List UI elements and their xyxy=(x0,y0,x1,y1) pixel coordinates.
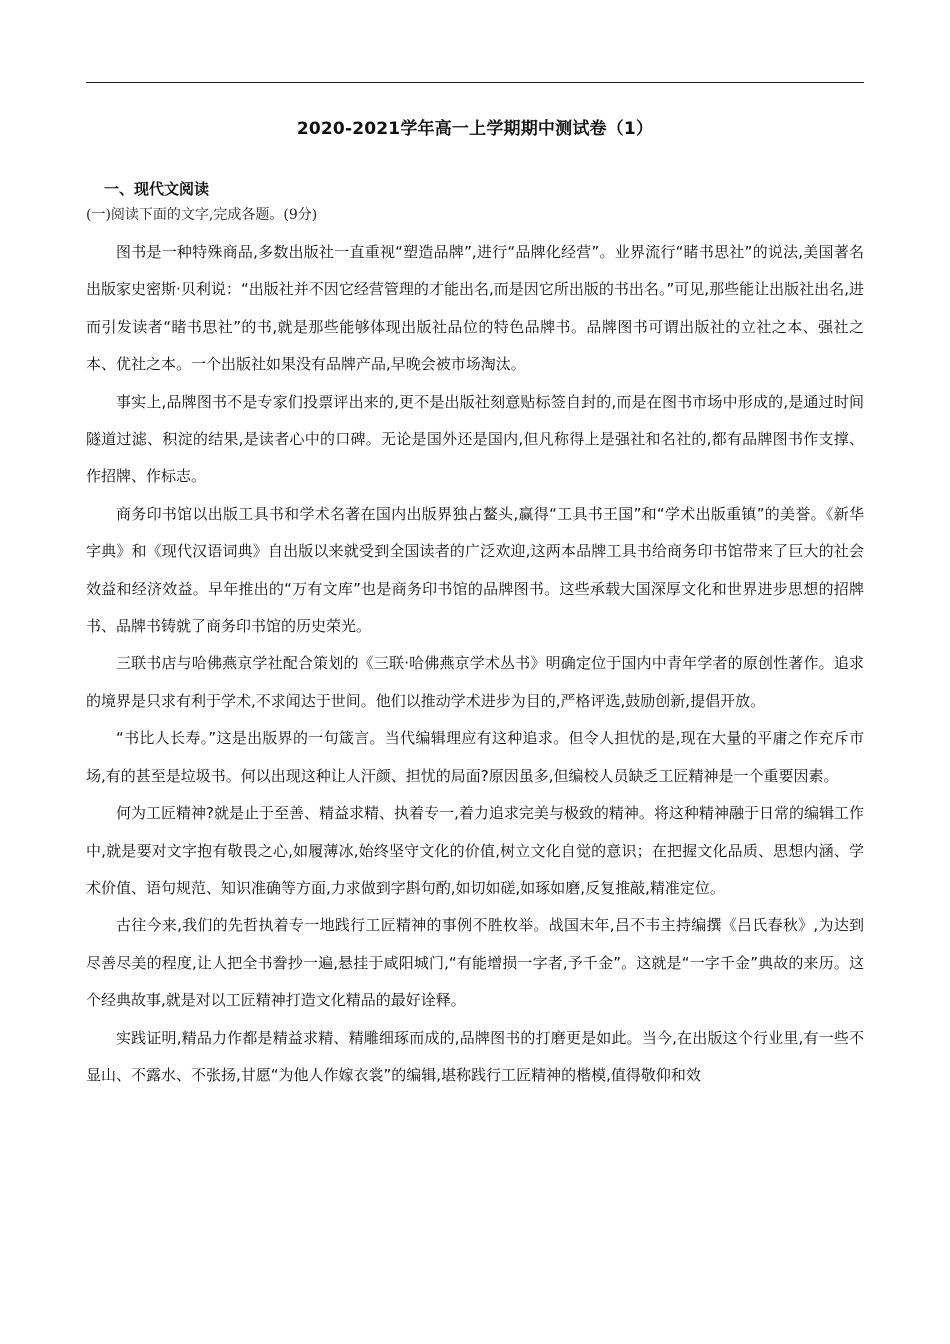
paragraph: 实践证明,精品力作都是精益求精、精雕细琢而成的,品牌图书的打磨更是如此。当今,在出版这个行业里,有一些不显山、不露水、不张扬,甘愿“为他人作嫁衣裳”的编辑,堪称践行工匠精神的楷模,值得敬仰和效 xyxy=(86,1028,864,1084)
paragraph: “书比人长寿。”这是出版界的一句箴言。当代编辑理应有这种追求。但令人担忧的是,现在大量的平庸之作充斥市场,有的甚至是垃圾书。何以出现这种让人汗颜、担忧的局面?原因虽多,但编校人员缺乏工匠精神是一个重要因素。 xyxy=(86,729,864,785)
header-rule xyxy=(86,82,864,83)
paragraph: 图书是一种特殊商品,多数出版社一直重视“塑造品牌”,进行“品牌化经营”。业界流行“睹书思社”的说法,美国著名出版家史密斯·贝利说：“出版社并不因它经营管理的才能出名,而是因它所出版的书出名。”可见,那些能让出版社出名,进而引发读者“睹书思社”的书,就是那些能够体现出版社品位的特色品牌书。品牌图书可谓出版社的立社之本、强社之本、优社之本。一个出版社如果没有品牌产品,早晚会被市场淘汰。 xyxy=(86,243,864,374)
paragraph: 三联书店与哈佛燕京学社配合策划的《三联·哈佛燕京学术丛书》明确定位于国内中青年学者的原创性著作。追求的境界是只求有利于学术,不求闻达于世间。他们以推动学术进步为目的,严格评选,鼓励创新,提倡开放。 xyxy=(86,654,864,710)
section-heading: 一、现代文阅读 xyxy=(104,180,210,198)
page-title: 2020-2021学年高一上学期期中测试卷（1） xyxy=(296,119,654,139)
paragraph: 古往今来,我们的先哲执着专一地践行工匠精神的事例不胜枚举。战国末年,吕不韦主持编撰《吕氏春秋》,为达到尽善尽美的程度,让人把全书誊抄一遍,悬挂于咸阳城门,“有能增损一字者,予千金”。这就是“一字千金”典故的来历。这个经典故事,就是对以工匠精神打造文化精品的最好诠释。 xyxy=(86,916,864,1010)
passage-body xyxy=(86,234,864,1094)
paragraph: 事实上,品牌图书不是专家们投票评出来的,更不是出版社刻意贴标签自封的,而是在图书市场中形成的,是通过时间隧道过滤、积淀的结果,是读者心中的口碑。无论是国外还是国内,但凡称得上是强社和名社的,都有品牌图书作支撑、作招牌、作标志。 xyxy=(86,392,864,486)
sub-heading: (一)阅读下面的文字,完成各题。(9分) xyxy=(86,207,318,223)
paragraph: 商务印书馆以出版工具书和学术名著在国内出版界独占鳌头,赢得“工具书王国”和“学术出版重镇”的美誉。《新华字典》和《现代汉语词典》自出版以来就受到全国读者的广泛欢迎,这两本品牌工具书给商务印书馆带来了巨大的社会效益和经济效益。早年推出的“万有文库”也是商务印书馆的品牌图书。这些承载大国深厚文化和世界进步思想的招牌书、品牌书铸就了商务印书馆的历史荣光。 xyxy=(86,504,864,636)
paragraph: 何为工匠精神?就是止于至善、精益求精、执着专一,着力追求完美与极致的精神。将这种精神融于日常的编辑工作中,就是要对文字抱有敬畏之心,如履薄冰,始终坚守文化的价值,树立文化自觉的意识；在把握文化品质、思想内涵、学术价值、语句规范、知识准确等方面,力求做到字斟句酌,如切如磋,如琢如磨,反复推敲,精准定位。 xyxy=(86,804,864,897)
